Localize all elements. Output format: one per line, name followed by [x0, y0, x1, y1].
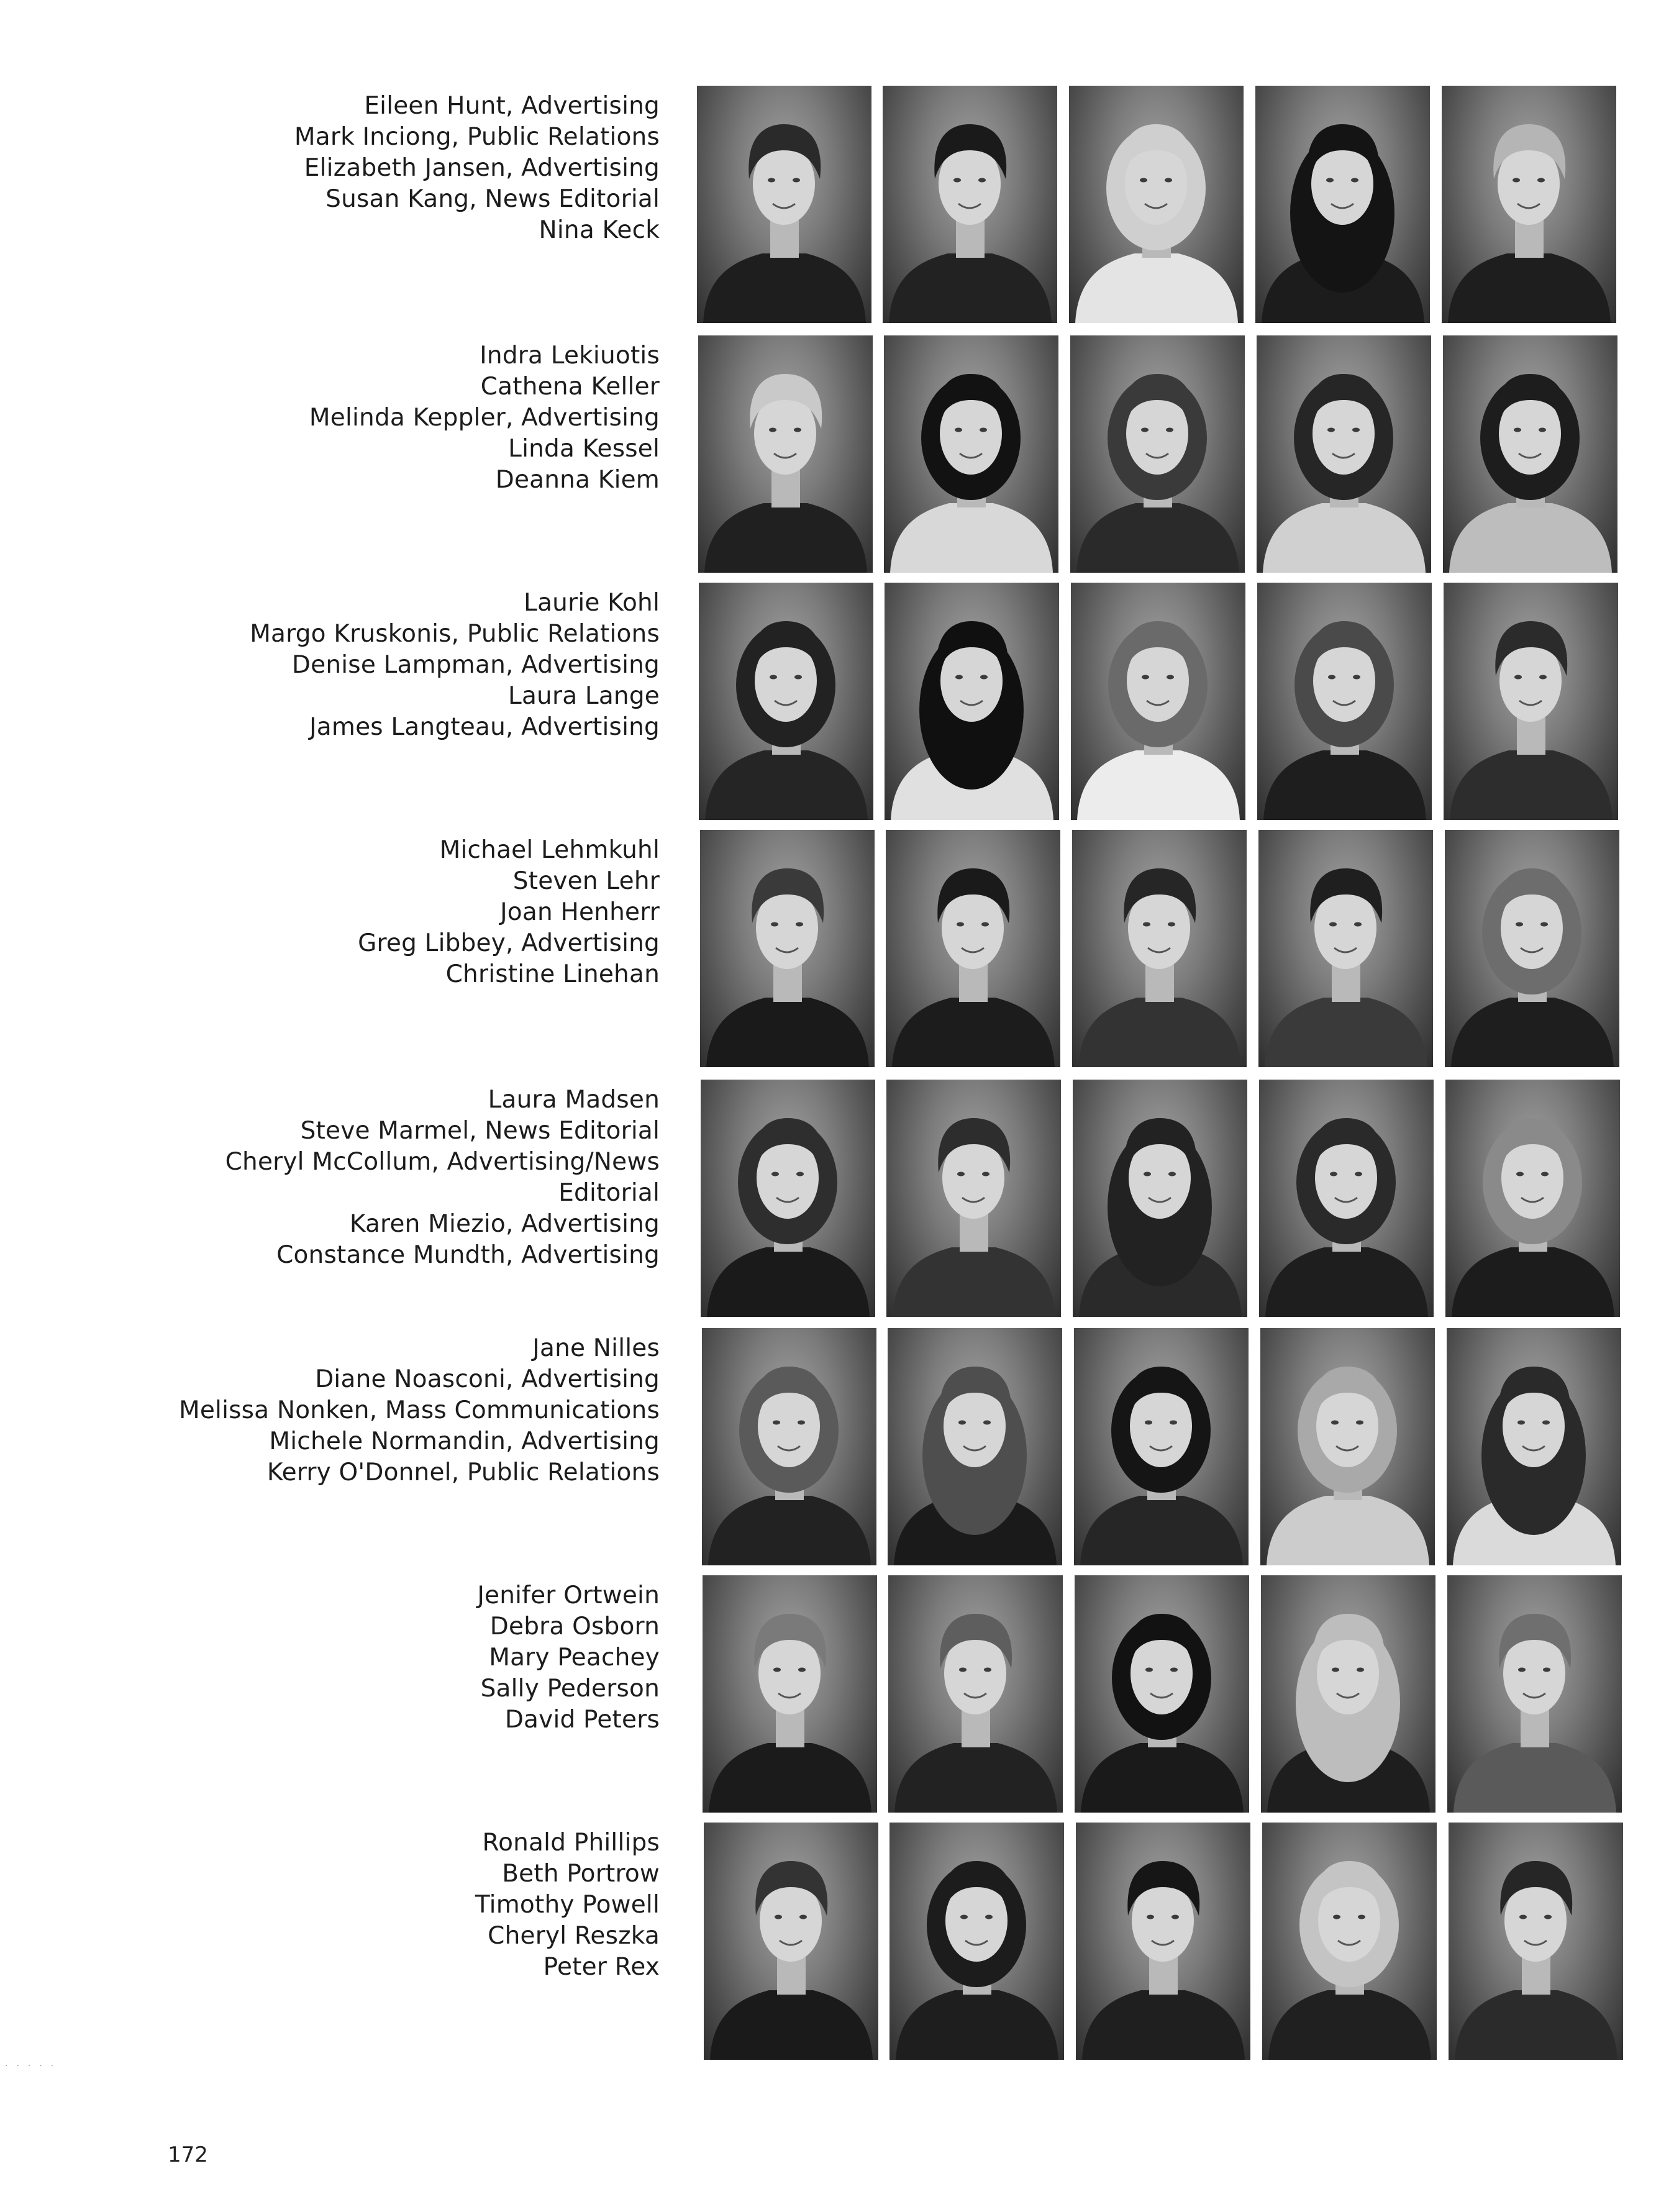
portrait-eye	[1329, 922, 1337, 927]
portrait-clothing	[1263, 750, 1426, 820]
portrait-neck	[956, 219, 985, 258]
portrait-silhouette	[1069, 86, 1244, 323]
portrait-neck	[1149, 1956, 1178, 1995]
portrait-photo	[1444, 583, 1618, 820]
portrait-eye	[980, 675, 988, 680]
portrait-photo	[1255, 86, 1430, 323]
portrait-silhouette	[1075, 1575, 1249, 1813]
portrait-silhouette	[1076, 1823, 1250, 2060]
portrait-photo	[886, 1080, 1061, 1317]
name-caption: Michele Normandin, Advertising	[269, 1427, 660, 1455]
portrait-clothing	[1451, 998, 1614, 1067]
portrait-neck	[1517, 716, 1545, 755]
portrait-neck	[777, 1956, 806, 1995]
portrait-eye	[984, 1668, 991, 1672]
portrait-eye	[1357, 1668, 1364, 1672]
portrait-clothing	[896, 1990, 1058, 2060]
portrait-eye	[769, 428, 776, 432]
portrait-clothing	[708, 1496, 871, 1565]
portrait-neck	[776, 1709, 804, 1747]
portrait-eye	[957, 1172, 965, 1177]
name-caption: Linda Kessel	[508, 435, 660, 463]
portrait-eye	[1143, 922, 1150, 927]
portrait-photo	[1260, 1328, 1435, 1565]
portrait-clothing	[892, 998, 1055, 1067]
portrait-photo	[703, 1575, 877, 1813]
portrait-eye	[798, 1668, 806, 1672]
portrait-clothing	[1452, 1247, 1614, 1317]
portrait-clothing	[1448, 253, 1611, 323]
portrait-photo	[1072, 830, 1247, 1067]
portrait-silhouette	[889, 1823, 1064, 2060]
portrait-clothing	[710, 1990, 873, 2060]
portrait-silhouette	[1442, 86, 1616, 323]
name-caption: Kerry O'Donnel, Public Relations	[266, 1459, 660, 1486]
portrait-eye	[768, 178, 775, 183]
portrait-photo	[698, 335, 873, 573]
portrait-clothing	[1080, 1496, 1243, 1565]
name-caption: Jane Nilles	[532, 1334, 660, 1362]
portrait-row	[0, 1823, 1656, 2062]
portrait-eye	[1171, 1915, 1179, 1919]
name-caption: Melissa Nonken, Mass Communications	[179, 1396, 660, 1424]
portrait-photo	[1069, 86, 1244, 323]
portrait-neck	[1522, 1956, 1550, 1995]
portrait-neck	[1515, 219, 1544, 258]
name-caption: Cheryl McCollum, Advertising/News	[225, 1148, 660, 1176]
portrait-clothing	[709, 1743, 871, 1813]
name-caption: Karen Miezio, Advertising	[349, 1210, 660, 1238]
name-caption: Laurie Kohl	[524, 589, 660, 617]
portrait-eye	[1351, 178, 1358, 183]
portrait-neck	[959, 963, 988, 1002]
portrait-photo	[1259, 1080, 1434, 1317]
name-caption: Margo Kruskonis, Public Relations	[250, 620, 660, 648]
name-caption: Melinda Keppler, Advertising	[309, 404, 660, 432]
portrait-row	[0, 335, 1656, 575]
portrait-eye	[1539, 428, 1546, 432]
portrait-silhouette	[1070, 335, 1245, 573]
portrait-eye	[959, 1668, 967, 1672]
name-caption: Diane Noasconi, Advertising	[315, 1365, 660, 1393]
portrait-eye	[1537, 178, 1545, 183]
portrait-clothing	[1263, 503, 1426, 573]
portrait-eye	[1332, 1668, 1339, 1672]
portrait-photo	[1449, 1823, 1623, 2060]
portrait-photo	[1445, 1080, 1620, 1317]
name-caption: David Peters	[504, 1706, 660, 1734]
portrait-clothing	[703, 253, 866, 323]
portrait-eye	[985, 1915, 993, 1919]
portrait-eye	[1144, 1172, 1151, 1177]
portrait-silhouette	[886, 830, 1060, 1067]
portrait-row	[0, 1575, 1656, 1814]
portrait-eye	[1326, 178, 1334, 183]
portrait-eye	[1541, 1172, 1549, 1177]
portrait-eye	[1331, 1421, 1339, 1425]
portrait-eye	[1518, 1668, 1526, 1672]
portrait-clothing	[705, 750, 868, 820]
name-list	[124, 340, 660, 496]
portrait-silhouette	[1449, 1823, 1623, 2060]
portrait-silhouette	[1445, 1080, 1620, 1317]
portrait-clothing	[707, 1247, 870, 1317]
portrait-eye	[953, 178, 961, 183]
portrait-photo	[885, 583, 1059, 820]
portrait-eye	[773, 1668, 781, 1672]
portrait-clothing	[1081, 1743, 1244, 1813]
portrait-photo	[888, 1328, 1062, 1565]
name-caption: Jenifer Ortwein	[477, 1582, 660, 1609]
portrait-eye	[1355, 1172, 1362, 1177]
portrait-eye	[799, 1915, 807, 1919]
portrait-silhouette	[698, 335, 873, 573]
portrait-clothing	[890, 503, 1053, 573]
portrait-eye	[981, 922, 989, 927]
portrait-eye	[1542, 1421, 1550, 1425]
name-caption: Editorial	[558, 1179, 660, 1207]
portrait-photo	[697, 86, 871, 323]
portrait-row	[0, 830, 1656, 1069]
portrait-eye	[1170, 1421, 1177, 1425]
name-caption: Deanna Kiem	[495, 466, 660, 494]
name-list	[124, 1085, 660, 1271]
name-caption: Indra Lekiuotis	[480, 342, 660, 370]
portrait-silhouette	[1260, 1328, 1435, 1565]
portrait-neck	[962, 1709, 990, 1747]
name-caption: Laura Madsen	[488, 1086, 660, 1114]
portrait-photo	[1443, 335, 1617, 573]
portrait-eye	[1141, 428, 1149, 432]
name-caption: Beth Portrow	[502, 1860, 660, 1888]
portrait-eye	[1514, 428, 1521, 432]
portrait-photo	[1257, 335, 1431, 573]
portrait-photo	[1447, 1575, 1622, 1813]
name-list	[124, 1827, 660, 1983]
portrait-eye	[1327, 428, 1335, 432]
portrait-silhouette	[1261, 1575, 1435, 1813]
portrait-silhouette	[702, 1328, 876, 1565]
portrait-eye	[1140, 178, 1147, 183]
portrait-eye	[1517, 1421, 1525, 1425]
portrait-eye	[1168, 1172, 1176, 1177]
portrait-photo	[1257, 583, 1432, 820]
portrait-silhouette	[704, 1823, 878, 2060]
name-caption: Joan Henherr	[500, 898, 660, 926]
portrait-photo	[1262, 1823, 1437, 2060]
portrait-silhouette	[1257, 583, 1432, 820]
portrait-eye	[1166, 428, 1173, 432]
portrait-silhouette	[888, 1328, 1062, 1565]
name-caption: Ronald Phillips	[482, 1829, 660, 1857]
portrait-neck	[1145, 963, 1174, 1002]
portrait-neck	[770, 219, 799, 258]
portrait-silhouette	[1445, 830, 1619, 1067]
portrait-silhouette	[1258, 830, 1433, 1067]
portrait-eye	[1170, 1668, 1178, 1672]
portrait-eye	[796, 922, 803, 927]
name-list	[124, 1333, 660, 1488]
portrait-silhouette	[884, 335, 1058, 573]
portrait-photo	[889, 1823, 1064, 2060]
portrait-eye	[960, 1915, 968, 1919]
portrait-eye	[775, 1915, 782, 1919]
portrait-eye	[983, 1421, 991, 1425]
name-caption: Peter Rex	[543, 1953, 660, 1981]
portrait-clothing	[1265, 1247, 1428, 1317]
portrait-neck	[1332, 963, 1360, 1002]
portrait-silhouette	[701, 1080, 875, 1317]
portrait-photo	[702, 1328, 876, 1565]
name-caption: James Langteau, Advertising	[309, 713, 660, 741]
name-caption: Elizabeth Jansen, Advertising	[304, 154, 660, 182]
portrait-eye	[771, 1172, 779, 1177]
portrait-clothing	[1450, 750, 1613, 820]
name-list	[124, 588, 660, 743]
name-caption: Greg Libbey, Advertising	[358, 929, 660, 957]
portrait-eye	[980, 428, 987, 432]
name-caption: Mary Peachey	[489, 1644, 660, 1672]
name-caption: Michael Lehmkuhl	[439, 836, 660, 864]
portrait-silhouette	[700, 830, 875, 1067]
portrait-photo	[1071, 583, 1245, 820]
portrait-eye	[1519, 1915, 1527, 1919]
portrait-eye	[955, 428, 962, 432]
portrait-photo	[1073, 1080, 1247, 1317]
portrait-eye	[794, 428, 801, 432]
portrait-clothing	[1077, 750, 1240, 820]
portrait-silhouette	[883, 86, 1057, 323]
portrait-eye	[1539, 675, 1547, 680]
name-list	[124, 835, 660, 990]
portrait-photo	[1076, 1823, 1250, 2060]
portrait-eye	[771, 922, 778, 927]
portrait-eye	[1142, 675, 1149, 680]
portrait-silhouette	[697, 86, 871, 323]
portrait-clothing	[1454, 1743, 1616, 1813]
portrait-eye	[796, 1172, 804, 1177]
portrait-eye	[794, 675, 802, 680]
portrait-silhouette	[1262, 1823, 1437, 2060]
portrait-eye	[1168, 922, 1175, 927]
portrait-neck	[773, 963, 802, 1002]
portrait-silhouette	[1443, 335, 1617, 573]
portrait-clothing	[889, 253, 1052, 323]
portrait-eye	[1354, 922, 1362, 927]
portrait-eye	[1145, 1421, 1152, 1425]
portrait-silhouette	[699, 583, 873, 820]
portrait-eye	[1167, 675, 1174, 680]
portrait-silhouette	[1257, 335, 1431, 573]
portrait-photo	[886, 830, 1060, 1067]
portrait-eye	[1352, 428, 1360, 432]
name-caption: Steven Lehr	[512, 867, 660, 895]
portrait-row	[0, 1328, 1656, 1567]
portrait-eye	[1513, 178, 1520, 183]
portrait-photo	[1075, 1575, 1249, 1813]
portrait-clothing	[1449, 503, 1612, 573]
portrait-photo	[1070, 335, 1245, 573]
portrait-eye	[1356, 1421, 1363, 1425]
portrait-eye	[1353, 675, 1360, 680]
portrait-eye	[958, 1421, 966, 1425]
portrait-eye	[793, 178, 800, 183]
portrait-neck	[960, 1213, 988, 1252]
portrait-clothing	[1076, 503, 1239, 573]
portrait-photo	[884, 335, 1058, 573]
portrait-clothing	[1265, 998, 1427, 1067]
portrait-clothing	[893, 1247, 1055, 1317]
portrait-photo	[704, 1823, 878, 2060]
portrait-photo	[699, 583, 873, 820]
portrait-eye	[1540, 922, 1548, 927]
portrait-silhouette	[1255, 86, 1430, 323]
portrait-row	[0, 583, 1656, 822]
name-caption: Susan Kang, News Editorial	[325, 185, 660, 213]
portrait-photo	[888, 1575, 1063, 1813]
portrait-row	[0, 1080, 1656, 1319]
portrait-eye	[1516, 922, 1523, 927]
name-caption: Cheryl Reszka	[488, 1922, 660, 1950]
portrait-eye	[1544, 1915, 1552, 1919]
portrait-eye	[1147, 1915, 1154, 1919]
portrait-clothing	[1267, 1496, 1429, 1565]
name-caption: Mark Inciong, Public Relations	[294, 123, 660, 151]
name-caption: Constance Mundth, Advertising	[276, 1241, 660, 1269]
portrait-photo	[1445, 830, 1619, 1067]
portrait-eye	[957, 922, 964, 927]
portrait-silhouette	[1447, 1328, 1621, 1565]
portrait-eye	[982, 1172, 990, 1177]
name-caption: Debra Osborn	[489, 1613, 660, 1641]
name-list	[124, 1580, 660, 1736]
portrait-eye	[1165, 178, 1172, 183]
name-list	[124, 91, 660, 246]
name-caption: Sally Pederson	[480, 1675, 660, 1703]
portrait-photo	[701, 1080, 875, 1317]
portrait-clothing	[1268, 1990, 1431, 2060]
portrait-neck	[1521, 1709, 1549, 1747]
name-caption: Christine Linehan	[445, 960, 660, 988]
portrait-eye	[1543, 1668, 1550, 1672]
portrait-eye	[955, 675, 963, 680]
portrait-photo	[700, 830, 875, 1067]
name-caption: Cathena Keller	[480, 373, 660, 401]
name-caption: Nina Keck	[539, 216, 660, 244]
portrait-silhouette	[1259, 1080, 1434, 1317]
portrait-photo	[883, 86, 1057, 323]
portrait-eye	[1330, 1172, 1337, 1177]
portrait-silhouette	[1073, 1080, 1247, 1317]
portrait-eye	[770, 675, 777, 680]
name-caption: Timothy Powell	[475, 1891, 660, 1919]
portrait-silhouette	[1444, 583, 1618, 820]
portrait-clothing	[1075, 253, 1238, 323]
portrait-silhouette	[885, 583, 1059, 820]
portrait-eye	[1514, 675, 1522, 680]
portrait-photo	[1442, 86, 1616, 323]
portrait-silhouette	[1072, 830, 1247, 1067]
portrait-photo	[1074, 1328, 1249, 1565]
name-caption: Steve Marmel, News Editorial	[300, 1117, 660, 1145]
portrait-silhouette	[1447, 1575, 1622, 1813]
portrait-eye	[1328, 675, 1335, 680]
portrait-eye	[1333, 1915, 1340, 1919]
portrait-silhouette	[888, 1575, 1063, 1813]
scan-artifact: ·····	[5, 2061, 63, 2071]
portrait-photo	[1258, 830, 1433, 1067]
page-number: 172	[168, 2142, 208, 2167]
portrait-eye	[1358, 1915, 1365, 1919]
portrait-clothing	[894, 1743, 1057, 1813]
portrait-neck	[771, 469, 800, 507]
portrait-photo	[1261, 1575, 1435, 1813]
portrait-silhouette	[886, 1080, 1061, 1317]
name-caption: Laura Lange	[508, 682, 660, 710]
portrait-eye	[1516, 1172, 1524, 1177]
portrait-silhouette	[1071, 583, 1245, 820]
name-caption: Eileen Hunt, Advertising	[364, 92, 660, 120]
portrait-eye	[978, 178, 986, 183]
name-caption: Denise Lampman, Advertising	[291, 651, 660, 679]
portrait-clothing	[1078, 998, 1241, 1067]
portrait-silhouette	[1074, 1328, 1249, 1565]
portrait-eye	[1145, 1668, 1153, 1672]
portrait-eye	[773, 1421, 780, 1425]
portrait-clothing	[1082, 1990, 1245, 2060]
portrait-clothing	[1455, 1990, 1617, 2060]
portrait-silhouette	[703, 1575, 877, 1813]
portrait-eye	[798, 1421, 805, 1425]
portrait-clothing	[704, 503, 867, 573]
portrait-photo	[1447, 1328, 1621, 1565]
portrait-clothing	[706, 998, 869, 1067]
portrait-row	[0, 86, 1656, 325]
